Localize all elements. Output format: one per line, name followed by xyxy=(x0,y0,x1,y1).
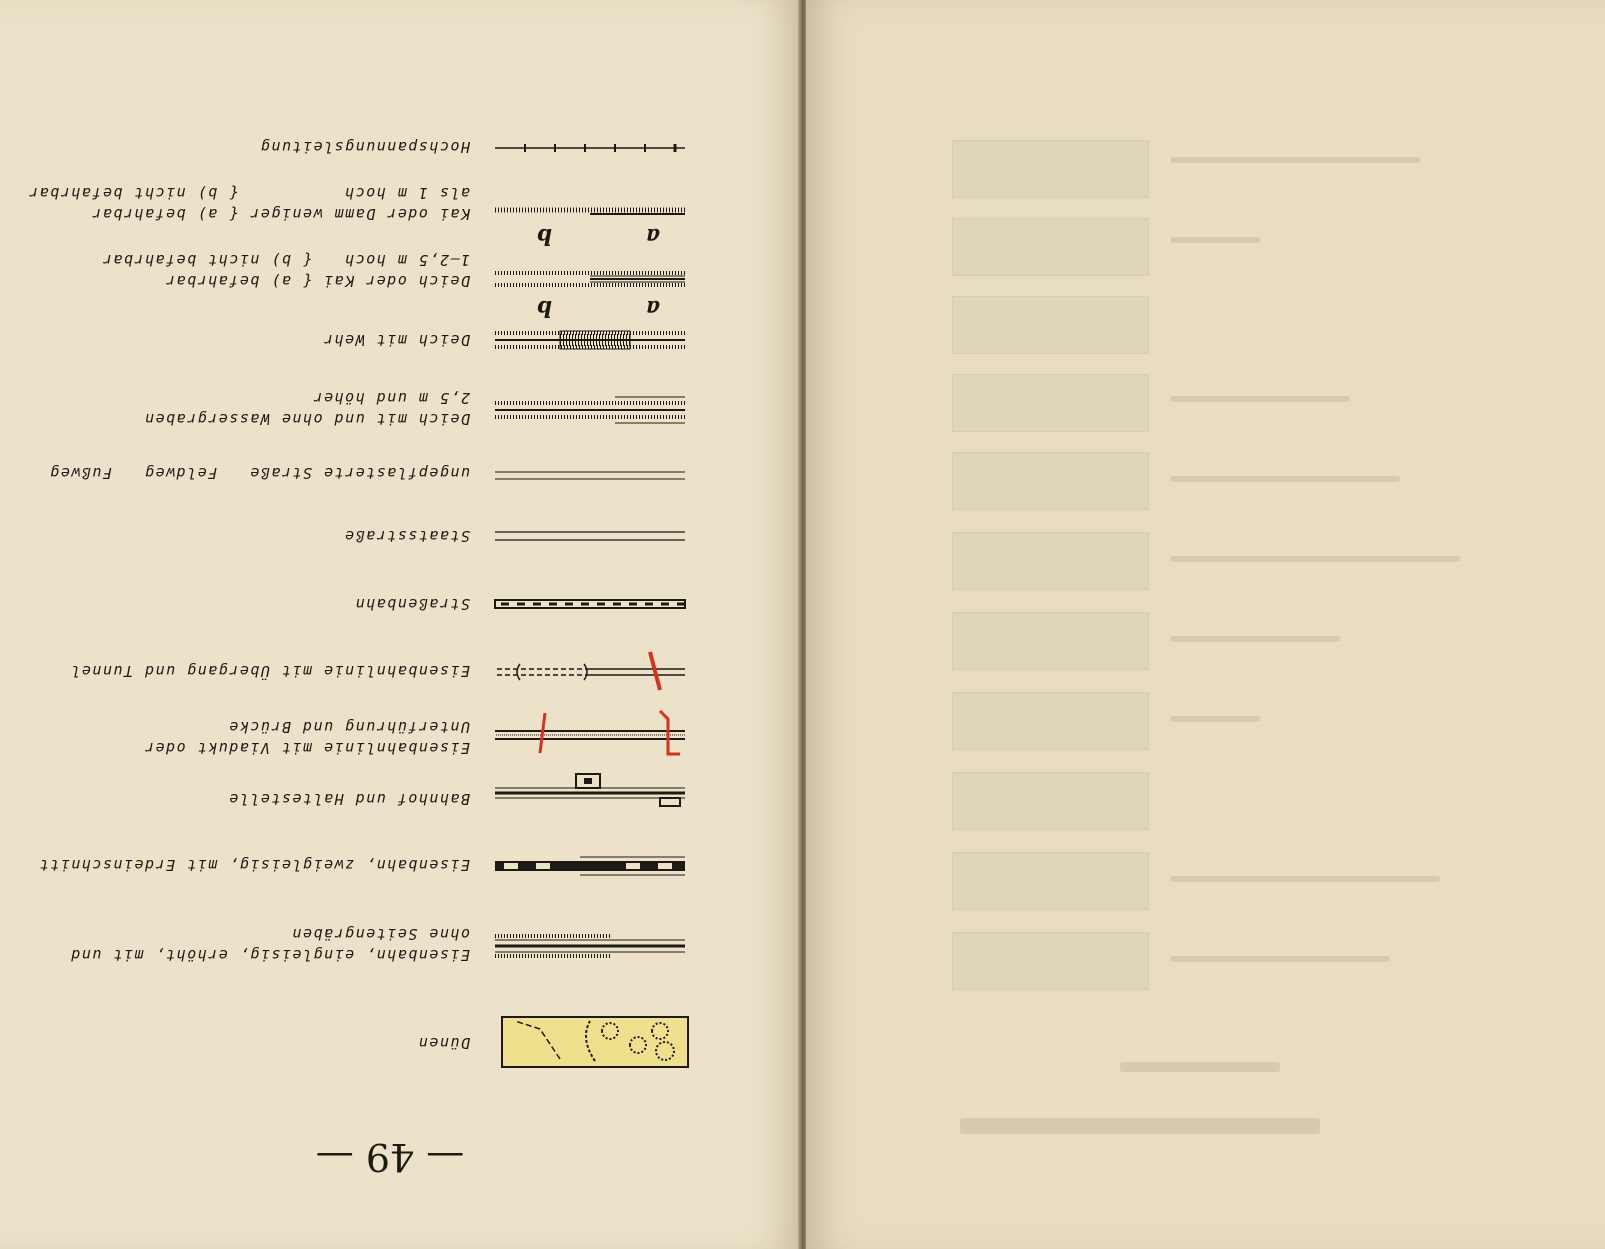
bleed-through-line xyxy=(1170,876,1440,882)
legend-label-staatsstrasse: Staatsstraße xyxy=(343,527,470,545)
bleed-through-box xyxy=(952,374,1149,432)
bleed-through-box xyxy=(952,772,1149,830)
bleed-through-box xyxy=(952,852,1149,910)
legend-label-hochspannung: Hochspannungsleitung xyxy=(259,138,470,156)
unpaved-road-symbol xyxy=(490,467,690,483)
dike-or-quay-symbol xyxy=(490,267,690,291)
railway-single-track-symbol xyxy=(490,931,690,961)
bleed-through-box xyxy=(952,692,1149,750)
legend-label-eisenbahn-zweigleisig: Eisenbahn, zweigleisig, mit Erdeinschnitt xyxy=(38,856,470,874)
dike-with-weir-symbol xyxy=(490,328,690,352)
legend-label-deich-kai: Deich oder Kai { a) befahrbar 1—2,5 m hoch { b) nicht befahrbar xyxy=(101,251,470,290)
bleed-through-line xyxy=(1170,157,1420,163)
bleed-through-box xyxy=(952,932,1149,990)
legend-label-strassenbahn: Straßenbahn xyxy=(354,595,470,613)
bleed-through-box xyxy=(952,452,1149,510)
symbol-label-a: a xyxy=(645,295,660,321)
bleed-through-line xyxy=(1170,237,1260,243)
symbol-label-b: b xyxy=(536,295,552,321)
legend-label-duenen: Dünen xyxy=(417,1034,470,1052)
bleed-through-box xyxy=(952,140,1149,198)
legend-label-kai-damm: Kai oder Damm weniger { a) befahrbar als 1 m hoch { b) nicht befahrbar xyxy=(27,184,470,223)
legend-label-bahnhof: Bahnhof und Haltestelle xyxy=(227,790,470,808)
quay-or-dam-symbol xyxy=(490,204,690,218)
state-road-symbol xyxy=(490,527,690,545)
bleed-through-line xyxy=(1170,476,1400,482)
tram-symbol xyxy=(490,595,690,613)
railway-double-track-symbol xyxy=(490,854,690,878)
symbol-label-a-2: a xyxy=(645,223,660,249)
dunes-symbol xyxy=(490,1013,690,1069)
railway-crossing-tunnel-symbol xyxy=(490,650,690,694)
station-symbol xyxy=(490,772,690,814)
bleed-through-line xyxy=(1170,716,1260,722)
legend-page-upside-down xyxy=(0,0,800,1249)
railway-viaduct-symbol xyxy=(490,709,690,759)
left-page xyxy=(0,0,800,1249)
legend-label-deich-wassergraben: Deich mit und ohne Wassergraben 2,5 m und höher xyxy=(143,389,470,428)
bleed-through-box xyxy=(952,612,1149,670)
legend-label-ungepflastert: ungepflasterte Straße Feldweg Fußweg xyxy=(48,464,470,482)
legend-label-uebergang: Eisenbahnlinie mit Übergang und Tunnel xyxy=(69,662,470,680)
power-line-symbol xyxy=(490,141,690,155)
legend-label-deich-wehr: Deich mit Wehr xyxy=(322,331,470,349)
bleed-through-line xyxy=(960,1118,1320,1134)
bleed-through-box xyxy=(952,532,1149,590)
bleed-through-box xyxy=(952,218,1149,276)
page-number: — 49 — xyxy=(315,1135,465,1179)
legend-label-eisenbahn-eingleisig: Eisenbahn, eingleisig, erhöht, mit und ohne Seitengräben xyxy=(69,925,470,964)
legend-label-viadukt: Eisenbahnlinie mit Viadukt oder Unterführung und Brücke xyxy=(143,718,470,757)
bleed-through-line xyxy=(1170,556,1460,562)
bleed-through-line xyxy=(1120,1062,1280,1072)
bleed-through-box xyxy=(952,296,1149,354)
bleed-through-line xyxy=(1170,396,1350,402)
bleed-through-line xyxy=(1170,636,1340,642)
symbol-label-b-2: b xyxy=(536,223,552,249)
bleed-through-line xyxy=(1170,956,1390,962)
dike-with-ditch-symbol xyxy=(490,393,690,427)
